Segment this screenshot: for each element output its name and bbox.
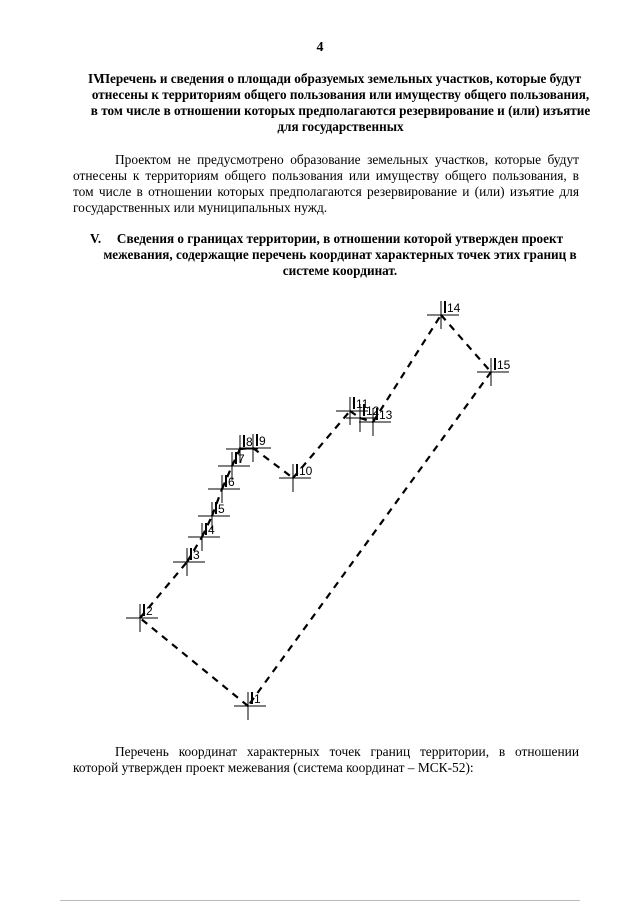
boundary-point-label: 13 xyxy=(379,408,393,422)
boundary-point-label: 14 xyxy=(447,301,461,315)
boundary-point-label: 2 xyxy=(146,604,153,618)
boundary-point xyxy=(173,548,205,576)
boundary-point-label: 5 xyxy=(218,502,225,516)
boundary-point-label: 8 xyxy=(246,435,253,449)
boundary-point xyxy=(188,523,220,551)
boundary-point-label: 15 xyxy=(497,358,511,372)
section-iv-number: IV. xyxy=(88,71,105,86)
boundary-points xyxy=(126,301,511,720)
boundary-point xyxy=(279,464,313,492)
boundary-point xyxy=(477,358,511,386)
boundary-point-label: 11 xyxy=(356,397,369,411)
boundary-point-label: 1 xyxy=(254,692,261,706)
boundary-segment xyxy=(140,618,248,706)
boundary-point xyxy=(234,692,266,720)
boundary-point xyxy=(427,301,461,329)
boundary-point-label: 12 xyxy=(366,404,380,418)
boundary-point-label: 10 xyxy=(299,464,313,478)
section-v-number: V. xyxy=(90,231,102,246)
section-iv-title: Перечень и сведения о площади образуемых земельных участков, которые будут отнесены к территориям общего пользования или имуществу общего пользования, в том числе в отношении которых предполагаются резервирование и (или) изъятие для государственных xyxy=(90,71,591,134)
paragraph-no-land-formation: Проектом не предусмотрено образование земельных участков, которые будут отнесены к территориям общего пользования или имуществу общего пользования, в том числе в отношении которых предполагаются резервирование и (или) изъятие для государственных или муниципальных нужд. xyxy=(73,152,579,215)
page-number: 4 xyxy=(316,40,324,55)
boundary-segment xyxy=(373,315,441,422)
section-v-title: Сведения о границах территории, в отношении которой утвержден проект межевания, содержащие перечень координат характерных точек этих границ в системе координат. xyxy=(103,231,577,278)
boundary-point-label: 3 xyxy=(193,548,200,562)
boundary-point-label: 4 xyxy=(208,523,215,537)
boundary-lines xyxy=(140,315,491,706)
boundary-segment xyxy=(441,315,491,372)
boundary-point-label: 9 xyxy=(259,434,266,448)
paragraph-coordinates-intro: Перечень координат характерных точек границ территории, в отношении которой утвержден проект межевания (система координат – МСК-52): xyxy=(73,744,579,775)
boundary-segment xyxy=(253,448,293,478)
boundary-point-label: 6 xyxy=(228,475,235,489)
bottom-rule xyxy=(60,900,580,901)
boundary-point-label: 7 xyxy=(238,452,245,466)
boundary-segment xyxy=(350,411,360,418)
boundary-point xyxy=(208,475,240,503)
boundary-segment xyxy=(360,418,373,422)
